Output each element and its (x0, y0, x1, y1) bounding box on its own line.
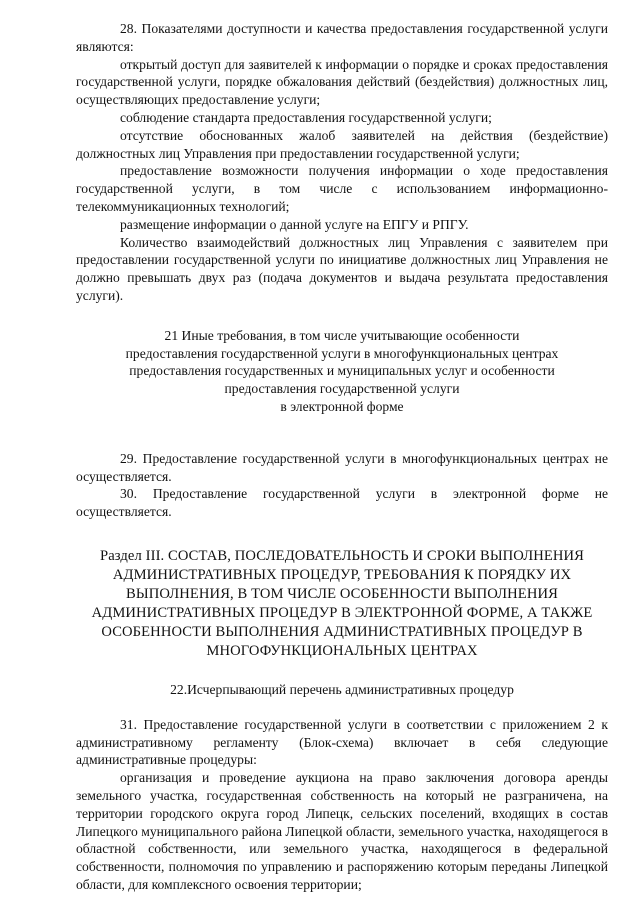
section-3-heading-line: МНОГОФУНКЦИОНАЛЬНЫХ ЦЕНТРАХ (206, 642, 478, 659)
list-item: организация и проведение аукциона на право заключения договора аренды земельного участка, государственная собственность на который не разграничена, на территории городского округа город Липецк, сельских поселений, входящих в состав Липецкого муниципального района Липецкой области, земельного участка, находящегося в областной собственности, или земельного участка, находящегося в федеральной собственности, полномочия по управлению и распоряжению которым переданы Липецкой области, для комплексного освоения территории; (76, 770, 608, 892)
list-item: отсутствие обоснованных жалоб заявителей на действия (бездействие) должностных лиц Управления при предоставлении государственной услуги; (76, 127, 608, 161)
section-3-heading-line: ОСОБЕННОСТИ ВЫПОЛНЕНИЯ АДМИНИСТРАТИВНЫХ ПРОЦЕДУР В (101, 623, 583, 640)
heading-21-line: 21 Иные требования, в том числе учитывающие особенности (164, 327, 520, 343)
section-3-heading-line: ВЫПОЛНЕНИЯ, В ТОМ ЧИСЛЕ ОСОБЕННОСТИ ВЫПОЛНЕНИЯ (126, 585, 558, 602)
heading-21-line: предоставления государственной услуги (224, 381, 460, 397)
section-3-heading-line: Раздел III. СОСТАВ, ПОСЛЕДОВАТЕЛЬНОСТЬ И СРОКИ ВЫПОЛНЕНИЯ (100, 547, 584, 564)
heading-21-line: предоставления государственных и муниципальных услуг и особенности (129, 363, 555, 379)
heading-21-line: предоставления государственной услуги в многофункциональных центрах (125, 345, 559, 361)
section-3-heading-line: АДМИНИСТРАТИВНЫХ ПРОЦЕДУР, ТРЕБОВАНИЯ К ПОРЯДКУ ИХ (112, 566, 572, 583)
paragraph-28-interactions: Количество взаимодействий должностных лиц Управления с заявителем при предоставлении государственной услуги по инициативе должностных лиц Управления не должно превышать двух раз (подача документов и выдача результата предоставления услуги). (76, 234, 608, 303)
heading-21-line: в электронной форме (280, 398, 404, 414)
section-3-heading (76, 547, 608, 661)
list-item: соблюдение стандарта предоставления государственной услуги; (120, 109, 492, 125)
paragraph-28-intro: 28. Показателями доступности и качества предоставления государственной услуги являются: (76, 21, 608, 54)
section-3-heading-line: АДМИНИСТРАТИВНЫХ ПРОЦЕДУР В ЭЛЕКТРОННОЙ ФОРМЕ, А ТАКЖЕ (91, 604, 593, 621)
paragraph-31: 31. Предоставление государственной услуги в соответствии с приложением 2 к административному регламенту (Блок-схема) включает в себя следующие административные процедуры: (76, 716, 608, 768)
list-item: предоставление возможности получения информации о ходе предоставления государственной услуги, в том числе с использованием информационно-телекоммуникационных технологий; (76, 163, 608, 214)
paragraph-29: 29. Предоставление государственной услуги в многофункциональных центрах не осуществляется. (76, 450, 608, 484)
list-item: открытый доступ для заявителей к информации о порядке и сроках предоставления государственной услуги, порядке обжалования действий (бездействия) должностных лиц, осуществляющих предоставление услуги; (76, 56, 608, 108)
heading-22: 22.Исчерпывающий перечень административных процедур (170, 681, 514, 697)
paragraph-30: 30. Предоставление государственной услуги в электронной форме не осуществляется. (76, 486, 608, 520)
list-item: размещение информации о данной услуге на ЕПГУ и РПГУ. (120, 216, 469, 232)
heading-21 (76, 327, 608, 416)
